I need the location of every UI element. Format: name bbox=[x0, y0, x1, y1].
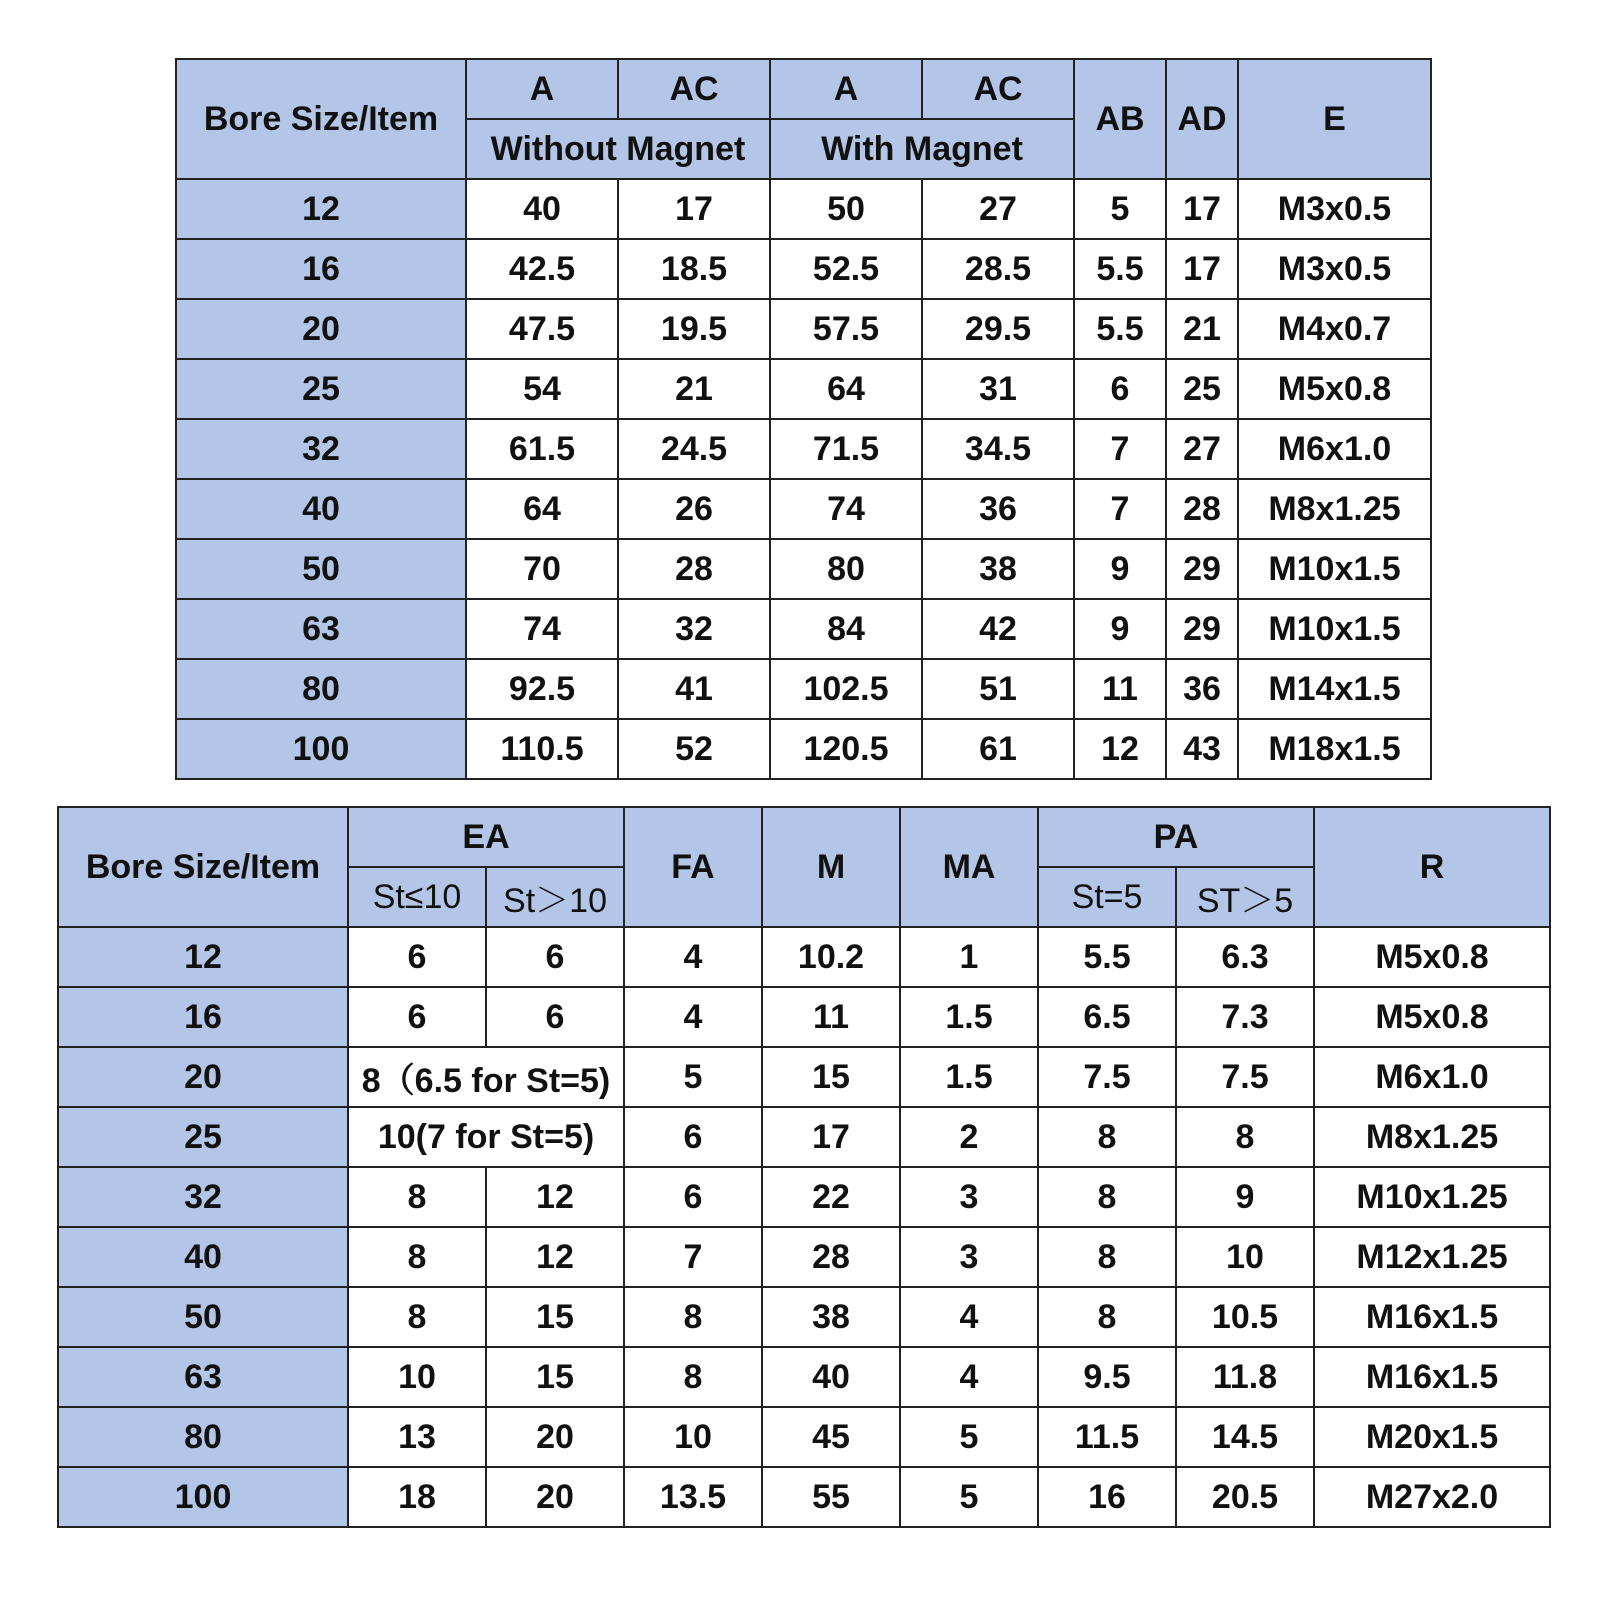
table-cell: 5.5 bbox=[1038, 927, 1176, 987]
table-cell: 21 bbox=[1166, 299, 1238, 359]
table-cell: 4 bbox=[900, 1347, 1038, 1407]
table-cell: 7 bbox=[1074, 419, 1166, 479]
table-cell: M16x1.5 bbox=[1314, 1287, 1550, 1347]
table-cell: 29 bbox=[1166, 599, 1238, 659]
col-header-a-without-magnet: A bbox=[466, 59, 618, 119]
table-cell: M3x0.5 bbox=[1238, 179, 1431, 239]
table-cell: M16x1.5 bbox=[1314, 1347, 1550, 1407]
table-cell: 27 bbox=[922, 179, 1074, 239]
table-cell: M8x1.25 bbox=[1314, 1107, 1550, 1167]
bore-size-cell: 12 bbox=[58, 927, 348, 987]
table-cell: 7.5 bbox=[1176, 1047, 1314, 1107]
bore-size-cell: 40 bbox=[176, 479, 466, 539]
table-cell: M3x0.5 bbox=[1238, 239, 1431, 299]
table-cell: 12 bbox=[1074, 719, 1166, 779]
table-cell: 6 bbox=[624, 1167, 762, 1227]
table-cell: 4 bbox=[900, 1287, 1038, 1347]
table-cell: 29.5 bbox=[922, 299, 1074, 359]
col-header-ea: EA bbox=[348, 807, 624, 867]
without-magnet-header: Without Magnet bbox=[466, 119, 770, 179]
table-cell: 6 bbox=[348, 927, 486, 987]
ea-subheader-st-le-10: St≤10 bbox=[348, 867, 486, 927]
table-row bbox=[58, 1227, 1550, 1287]
table-cell: 120.5 bbox=[770, 719, 922, 779]
col-header-fa: FA bbox=[624, 807, 762, 927]
table-cell: 19.5 bbox=[618, 299, 770, 359]
table-cell: 11 bbox=[762, 987, 900, 1047]
table-cell: 10(7 for St=5) bbox=[348, 1107, 624, 1167]
table-cell: 13 bbox=[348, 1407, 486, 1467]
bore-size-cell: 16 bbox=[58, 987, 348, 1047]
table-row bbox=[176, 599, 1431, 659]
table-cell: 14.5 bbox=[1176, 1407, 1314, 1467]
table-cell: 25 bbox=[1166, 359, 1238, 419]
table-cell: 36 bbox=[922, 479, 1074, 539]
table-cell: 8 bbox=[1176, 1107, 1314, 1167]
table-cell: 64 bbox=[770, 359, 922, 419]
table-row bbox=[176, 239, 1431, 299]
table-cell: M5x0.8 bbox=[1314, 987, 1550, 1047]
table-cell: 51 bbox=[922, 659, 1074, 719]
table-cell: 50 bbox=[770, 179, 922, 239]
table-cell: 6 bbox=[348, 987, 486, 1047]
table-cell: 8 bbox=[348, 1287, 486, 1347]
table-cell: 102.5 bbox=[770, 659, 922, 719]
table-row bbox=[176, 299, 1431, 359]
bore-size-cell: 100 bbox=[58, 1467, 348, 1527]
ea-subheader-st-gt-10: St＞10 bbox=[486, 867, 624, 927]
table-row bbox=[176, 659, 1431, 719]
bore-size-header: Bore Size/Item bbox=[58, 807, 348, 927]
table-cell: 16 bbox=[1038, 1467, 1176, 1527]
table-cell: 3 bbox=[900, 1227, 1038, 1287]
table-cell: 13.5 bbox=[624, 1467, 762, 1527]
table-cell: 17 bbox=[1166, 239, 1238, 299]
bore-size-cell: 80 bbox=[58, 1407, 348, 1467]
table-cell: 11.8 bbox=[1176, 1347, 1314, 1407]
table-cell: 92.5 bbox=[466, 659, 618, 719]
table-1-body bbox=[176, 179, 1431, 779]
table-cell: 11 bbox=[1074, 659, 1166, 719]
bore-size-cell: 50 bbox=[176, 539, 466, 599]
pa-subheader-st-gt-5: ST＞5 bbox=[1176, 867, 1314, 927]
bore-size-cell: 20 bbox=[58, 1047, 348, 1107]
table-cell: 17 bbox=[618, 179, 770, 239]
table-cell: 8 bbox=[624, 1347, 762, 1407]
table-cell: 40 bbox=[762, 1347, 900, 1407]
col-header-ac-with-magnet: AC bbox=[922, 59, 1074, 119]
table-cell: 5.5 bbox=[1074, 299, 1166, 359]
bore-size-cell: 100 bbox=[176, 719, 466, 779]
table-cell: 7 bbox=[624, 1227, 762, 1287]
table-cell: M14x1.5 bbox=[1238, 659, 1431, 719]
table-cell: 57.5 bbox=[770, 299, 922, 359]
table-cell: 36 bbox=[1166, 659, 1238, 719]
bore-size-cell: 80 bbox=[176, 659, 466, 719]
table-cell: 61 bbox=[922, 719, 1074, 779]
table-cell: 71.5 bbox=[770, 419, 922, 479]
table-row bbox=[58, 1047, 1550, 1107]
table-cell: 18 bbox=[348, 1467, 486, 1527]
table-cell: 10 bbox=[624, 1407, 762, 1467]
dimension-table-2 bbox=[57, 806, 1551, 1528]
table-cell: 61.5 bbox=[466, 419, 618, 479]
table-cell: M5x0.8 bbox=[1314, 927, 1550, 987]
table-cell: 5 bbox=[900, 1407, 1038, 1467]
table-cell: M10x1.5 bbox=[1238, 539, 1431, 599]
table-cell: M4x0.7 bbox=[1238, 299, 1431, 359]
table-cell: M6x1.0 bbox=[1314, 1047, 1550, 1107]
table-cell: 34.5 bbox=[922, 419, 1074, 479]
table-cell: 42 bbox=[922, 599, 1074, 659]
col-header-m: M bbox=[762, 807, 900, 927]
col-header-ma: MA bbox=[900, 807, 1038, 927]
col-header-ab: AB bbox=[1074, 59, 1166, 179]
table-cell: 10 bbox=[1176, 1227, 1314, 1287]
table-cell: 8（6.5 for St=5) bbox=[348, 1047, 624, 1107]
table-cell: 9 bbox=[1074, 599, 1166, 659]
table-cell: M10x1.5 bbox=[1238, 599, 1431, 659]
table-cell: 5 bbox=[624, 1047, 762, 1107]
col-header-pa: PA bbox=[1038, 807, 1314, 867]
bore-size-header: Bore Size/Item bbox=[176, 59, 466, 179]
col-header-r: R bbox=[1314, 807, 1550, 927]
table-cell: 8 bbox=[1038, 1107, 1176, 1167]
table-cell: 21 bbox=[618, 359, 770, 419]
table-cell: 6 bbox=[1074, 359, 1166, 419]
table-cell: 6.5 bbox=[1038, 987, 1176, 1047]
table-cell: 17 bbox=[1166, 179, 1238, 239]
table-cell: 7 bbox=[1074, 479, 1166, 539]
table-row bbox=[58, 1347, 1550, 1407]
table-cell: 5 bbox=[1074, 179, 1166, 239]
table-cell: 4 bbox=[624, 987, 762, 1047]
table-row bbox=[176, 539, 1431, 599]
dimension-table-1 bbox=[175, 58, 1432, 780]
bore-size-cell: 40 bbox=[58, 1227, 348, 1287]
bore-size-cell: 16 bbox=[176, 239, 466, 299]
table-cell: 26 bbox=[618, 479, 770, 539]
table-cell: 64 bbox=[466, 479, 618, 539]
table-row bbox=[58, 1287, 1550, 1347]
table-cell: 8 bbox=[1038, 1287, 1176, 1347]
col-header-e: E bbox=[1238, 59, 1431, 179]
table-cell: 20 bbox=[486, 1467, 624, 1527]
table-cell: 8 bbox=[348, 1167, 486, 1227]
table-cell: 9 bbox=[1074, 539, 1166, 599]
table-cell: M20x1.5 bbox=[1314, 1407, 1550, 1467]
table-cell: 9 bbox=[1176, 1167, 1314, 1227]
table-row bbox=[58, 1167, 1550, 1227]
table-cell: 40 bbox=[466, 179, 618, 239]
with-magnet-header: With Magnet bbox=[770, 119, 1074, 179]
table-cell: 22 bbox=[762, 1167, 900, 1227]
table-2-body bbox=[58, 927, 1550, 1527]
table-row bbox=[176, 419, 1431, 479]
table-cell: 74 bbox=[770, 479, 922, 539]
table-cell: 12 bbox=[486, 1227, 624, 1287]
table-cell: 84 bbox=[770, 599, 922, 659]
table-cell: 28 bbox=[1166, 479, 1238, 539]
table-cell: M6x1.0 bbox=[1238, 419, 1431, 479]
table-cell: 8 bbox=[1038, 1167, 1176, 1227]
table-cell: 38 bbox=[762, 1287, 900, 1347]
table-cell: 7.3 bbox=[1176, 987, 1314, 1047]
table-row bbox=[58, 1467, 1550, 1527]
table-cell: 20.5 bbox=[1176, 1467, 1314, 1527]
table-cell: 12 bbox=[486, 1167, 624, 1227]
table-cell: 15 bbox=[486, 1287, 624, 1347]
bore-size-cell: 50 bbox=[58, 1287, 348, 1347]
table-cell: 28.5 bbox=[922, 239, 1074, 299]
table-cell: 38 bbox=[922, 539, 1074, 599]
table-cell: 41 bbox=[618, 659, 770, 719]
table-cell: M18x1.5 bbox=[1238, 719, 1431, 779]
table-cell: 6.3 bbox=[1176, 927, 1314, 987]
table-cell: 4 bbox=[624, 927, 762, 987]
table-cell: 52.5 bbox=[770, 239, 922, 299]
table-cell: M5x0.8 bbox=[1238, 359, 1431, 419]
table-cell: 15 bbox=[486, 1347, 624, 1407]
table-cell: 5 bbox=[900, 1467, 1038, 1527]
bore-size-cell: 63 bbox=[176, 599, 466, 659]
table-cell: 74 bbox=[466, 599, 618, 659]
col-header-a-with-magnet: A bbox=[770, 59, 922, 119]
table-cell: 27 bbox=[1166, 419, 1238, 479]
bore-size-cell: 12 bbox=[176, 179, 466, 239]
table-cell: 18.5 bbox=[618, 239, 770, 299]
table-row bbox=[176, 179, 1431, 239]
table-cell: 20 bbox=[486, 1407, 624, 1467]
table-row bbox=[58, 1407, 1550, 1467]
pa-subheader-st-eq-5: St=5 bbox=[1038, 867, 1176, 927]
table-row bbox=[58, 1107, 1550, 1167]
table-cell: 8 bbox=[348, 1227, 486, 1287]
bore-size-cell: 63 bbox=[58, 1347, 348, 1407]
table-cell: 45 bbox=[762, 1407, 900, 1467]
table-cell: 11.5 bbox=[1038, 1407, 1176, 1467]
table-cell: 32 bbox=[618, 599, 770, 659]
table-row bbox=[176, 719, 1431, 779]
table-row bbox=[176, 359, 1431, 419]
table-cell: 110.5 bbox=[466, 719, 618, 779]
table-cell: 5.5 bbox=[1074, 239, 1166, 299]
table-cell: 8 bbox=[624, 1287, 762, 1347]
table-cell: 52 bbox=[618, 719, 770, 779]
table-cell: 10 bbox=[348, 1347, 486, 1407]
bore-size-cell: 20 bbox=[176, 299, 466, 359]
table-cell: 9.5 bbox=[1038, 1347, 1176, 1407]
table-cell: 7.5 bbox=[1038, 1047, 1176, 1107]
table-cell: M12x1.25 bbox=[1314, 1227, 1550, 1287]
table-cell: 54 bbox=[466, 359, 618, 419]
bore-size-cell: 32 bbox=[58, 1167, 348, 1227]
table-cell: 42.5 bbox=[466, 239, 618, 299]
bore-size-cell: 25 bbox=[58, 1107, 348, 1167]
bore-size-cell: 25 bbox=[176, 359, 466, 419]
table-cell: 15 bbox=[762, 1047, 900, 1107]
table-row bbox=[58, 927, 1550, 987]
table-cell: M10x1.25 bbox=[1314, 1167, 1550, 1227]
table-cell: 29 bbox=[1166, 539, 1238, 599]
table-cell: 1.5 bbox=[900, 1047, 1038, 1107]
table-cell: 10.2 bbox=[762, 927, 900, 987]
col-header-ac-without-magnet: AC bbox=[618, 59, 770, 119]
table-cell: 47.5 bbox=[466, 299, 618, 359]
table-cell: 24.5 bbox=[618, 419, 770, 479]
table-row bbox=[58, 987, 1550, 1047]
table-cell: 70 bbox=[466, 539, 618, 599]
table-cell: 6 bbox=[486, 987, 624, 1047]
table-cell: 2 bbox=[900, 1107, 1038, 1167]
table-cell: M8x1.25 bbox=[1238, 479, 1431, 539]
table-cell: 55 bbox=[762, 1467, 900, 1527]
table-cell: 6 bbox=[624, 1107, 762, 1167]
table-cell: 10.5 bbox=[1176, 1287, 1314, 1347]
bore-size-cell: 32 bbox=[176, 419, 466, 479]
table-cell: 80 bbox=[770, 539, 922, 599]
table-cell: 3 bbox=[900, 1167, 1038, 1227]
table-cell: M27x2.0 bbox=[1314, 1467, 1550, 1527]
table-cell: 6 bbox=[486, 927, 624, 987]
table-cell: 1 bbox=[900, 927, 1038, 987]
table-cell: 28 bbox=[618, 539, 770, 599]
table-cell: 1.5 bbox=[900, 987, 1038, 1047]
col-header-ad: AD bbox=[1166, 59, 1238, 179]
table-cell: 28 bbox=[762, 1227, 900, 1287]
table-cell: 31 bbox=[922, 359, 1074, 419]
table-cell: 43 bbox=[1166, 719, 1238, 779]
table-cell: 8 bbox=[1038, 1227, 1176, 1287]
table-cell: 17 bbox=[762, 1107, 900, 1167]
table-row bbox=[176, 479, 1431, 539]
